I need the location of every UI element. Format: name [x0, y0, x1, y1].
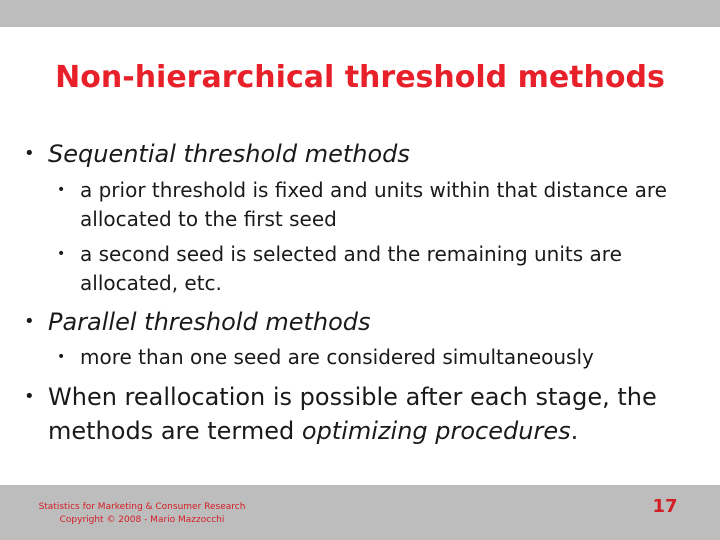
bullet-text-prefix: When reallocation is possible after each stage, the methods are termed: [48, 383, 657, 445]
footer-line-2: Copyright © 2008 - Mario Mazzocchi: [59, 515, 225, 525]
slide-title: Non-hierarchical threshold methods: [55, 60, 665, 95]
sub-bullet-text: a prior threshold is fixed and units within that distance are allocated to the first seed: [80, 178, 667, 231]
bullet-text-emphasis: optimizing procedures: [301, 417, 571, 445]
bullet-parallel: [24, 305, 694, 339]
bullet-text: [48, 380, 694, 448]
page-number: 17: [652, 496, 678, 517]
bullet-text: Parallel threshold methods: [48, 308, 371, 336]
footer: [0, 485, 720, 540]
bullet-dot-icon: •: [57, 246, 66, 262]
bullet-reallocation: [24, 380, 694, 448]
sub-bullet-text: more than one seed are considered simultaneously: [80, 345, 594, 369]
bullet-dot-icon: •: [24, 311, 35, 332]
bullet-text: Sequential threshold methods: [48, 140, 410, 168]
bullet-dot-icon: •: [57, 349, 66, 365]
top-band: [0, 0, 720, 27]
bullet-sequential: [24, 137, 694, 171]
bullet-dot-icon: •: [57, 182, 66, 198]
footer-credits: [32, 501, 252, 527]
bullet-dot-icon: •: [24, 386, 35, 407]
sub-bullet: [57, 176, 697, 234]
sub-bullet: [57, 240, 697, 298]
footer-line-1: Statistics for Marketing & Consumer Research: [38, 502, 246, 512]
sub-bullet-text: a second seed is selected and the remaining units are allocated, etc.: [80, 242, 622, 295]
sub-bullet: [57, 343, 697, 372]
bullet-text-suffix: .: [570, 417, 579, 445]
bullet-dot-icon: •: [24, 143, 35, 164]
slide-body: [0, 27, 720, 485]
